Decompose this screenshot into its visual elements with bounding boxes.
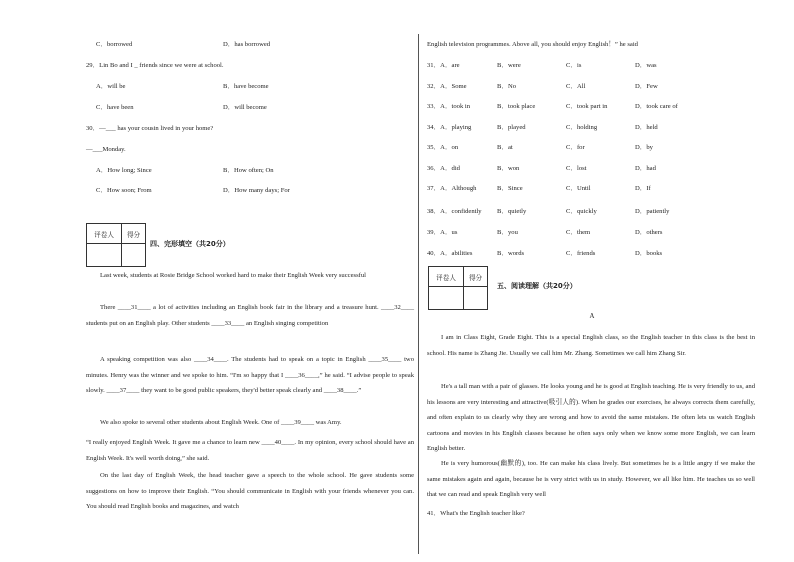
grader-cell: [429, 287, 464, 310]
option-b: B．quietly: [497, 208, 527, 215]
option-b: B．you: [497, 229, 518, 236]
section5-score-box: [428, 266, 488, 310]
option-a: 35．A．on: [427, 144, 459, 151]
section4-score-box: [86, 223, 146, 267]
option-a: 38．A．confidently: [427, 208, 482, 215]
q29-option-d: D．will become: [223, 104, 267, 111]
q30-stem: 30．—___ has your cousin lived in your home?: [86, 125, 214, 132]
q29-stem: 29．Lin Bo and I _ friends since we were at school.: [86, 62, 224, 69]
option-a: 37．A．Although: [427, 185, 477, 192]
option-d: D．books: [635, 249, 663, 257]
q29-option-a: A．will be: [96, 83, 126, 90]
q30-option-d: D．How many days; For: [223, 187, 290, 194]
option-a: 36．A．did: [427, 164, 460, 172]
cloze-paragraph-6: On the last day of English Week, the head teacher gave a speech to the whole school. He gave students some suggestions on how to improve their English. “You should communicate in English with your friends whenever you can. You should read English books and magazines, and watch: [86, 472, 414, 510]
option-c: C．them: [566, 229, 591, 236]
reading-paragraph-1: I am in Class Eight, Grade Eight. This is a special English class, so the English teacher in this class is the best in school. His name is Zhang Jie. Usually we call him Mr. Zhang. Sometimes we call him Zhang Sir.: [427, 334, 755, 357]
option-c: C．for: [566, 144, 585, 151]
option-b: B．at: [497, 144, 513, 151]
q41-stem: 41．What's the English teacher like?: [427, 510, 525, 517]
column-divider: [418, 34, 419, 554]
q30-option-a: A．How long; Since: [96, 167, 152, 174]
option-c: C．took part in: [566, 103, 608, 110]
q30-option-c: C．How soon; From: [96, 187, 152, 194]
option-a: 39．A．us: [427, 229, 458, 236]
passage-label: A: [589, 313, 595, 320]
option-d: D．had: [635, 164, 656, 172]
q28-option-c: C．borrowed: [96, 41, 133, 48]
cloze-paragraph-4: We also spoke to several other students about English Week. One of ____39____ was Amy.: [100, 419, 342, 426]
option-b: B．No: [497, 82, 517, 90]
q30-option-b: B．How often; On: [223, 167, 274, 174]
cloze-paragraph-1: Last week, students at Rosie Bridge School worked hard to make their English Week very successful: [100, 272, 366, 279]
cloze-passage-ending: English television programmes. Above all, you should enjoy English！” he said: [427, 41, 638, 48]
option-b: B．took place: [497, 103, 536, 110]
score-label: 得分: [464, 267, 488, 287]
option-c: C．All: [566, 82, 586, 90]
option-a: 34．A．playing: [427, 123, 472, 131]
option-c: C．quickly: [566, 208, 597, 215]
score-label: 得分: [122, 224, 146, 244]
cloze-paragraph-3: A speaking competition was also ____34____. The students had to speak on a topic in English ____35____ two minutes. Henry was the winner and we spoke to him. “I'm so happy that I ____36____,” he said. “I advise people to speak slowly. ____37____ they want to be good public speakers, they'd better speak clearly and ____38____.”: [86, 356, 414, 394]
option-b: B．Since: [497, 185, 523, 192]
option-d: D．If: [635, 185, 651, 192]
score-cell: [464, 287, 488, 310]
option-b: B．were: [497, 62, 521, 69]
q28-option-d: D．has borrowed: [223, 41, 271, 48]
section4-title: 四、完形填空（共20分）: [150, 240, 230, 248]
option-a: 32．A．Some: [427, 82, 467, 90]
option-d: D．took care of: [635, 103, 678, 110]
option-b: B．words: [497, 249, 525, 257]
option-d: D．patiently: [635, 208, 670, 215]
option-d: D．by: [635, 144, 653, 151]
option-a: 40．A．abilities: [427, 249, 473, 257]
section5-title: 五、阅读理解（共20分）: [497, 282, 577, 290]
option-d: D．was: [635, 62, 657, 69]
option-c: C．lost: [566, 164, 587, 172]
option-c: C．is: [566, 62, 582, 69]
option-a: 31．A．are: [427, 62, 460, 69]
cloze-paragraph-5: “I really enjoyed English Week. It gave me a chance to learn new ____40____. In my opinion, every school should have an English Week. It's well worth doing,” she said.: [86, 439, 414, 462]
reading-paragraph-2: He's a tall man with a pair of glasses. He looks young and he is good at English teaching. He is very friendly to us, and his lessons are very interesting and attractive(吸引人的). When he grades our exercises, he always corrects them carefully, and often explain to us clearly why they are wrong and how to avoid the same mistakes. He often lets us watch English cartoons and movies in his English classes because he often says only when we know some more English, we can learn English better.: [427, 383, 755, 452]
q29-option-b: B．have become: [223, 83, 269, 90]
q29-option-c: C．have been: [96, 104, 134, 111]
score-cell: [122, 244, 146, 267]
option-c: C．Until: [566, 185, 591, 192]
option-d: D．held: [635, 123, 658, 131]
reading-paragraph-3: He is very humorous(幽默的), too. He can make his class lively. But sometimes he is a little angry if we make the same mistakes again and again, because he is very strict with us in study. However, we all like him. He teaches us so well that we can read and speak English very well: [427, 460, 755, 498]
option-d: D．Few: [635, 82, 658, 90]
option-c: C．holding: [566, 123, 598, 131]
grader-label: 评卷人: [429, 267, 464, 287]
grader-cell: [87, 244, 122, 267]
option-b: B．played: [497, 123, 526, 131]
option-d: D．others: [635, 229, 663, 236]
option-c: C．friends: [566, 249, 596, 257]
option-b: B．won: [497, 164, 520, 172]
grader-label: 评卷人: [87, 224, 122, 244]
q30-answer-line: —___Monday.: [86, 146, 126, 153]
cloze-paragraph-2: There ____31____ a lot of activities including an English book fair in the library and a treasure hunt. ____32____ students put on an English play. Other students ____33____ an English singing competition: [86, 304, 414, 327]
option-a: 33．A．took in: [427, 103, 471, 110]
